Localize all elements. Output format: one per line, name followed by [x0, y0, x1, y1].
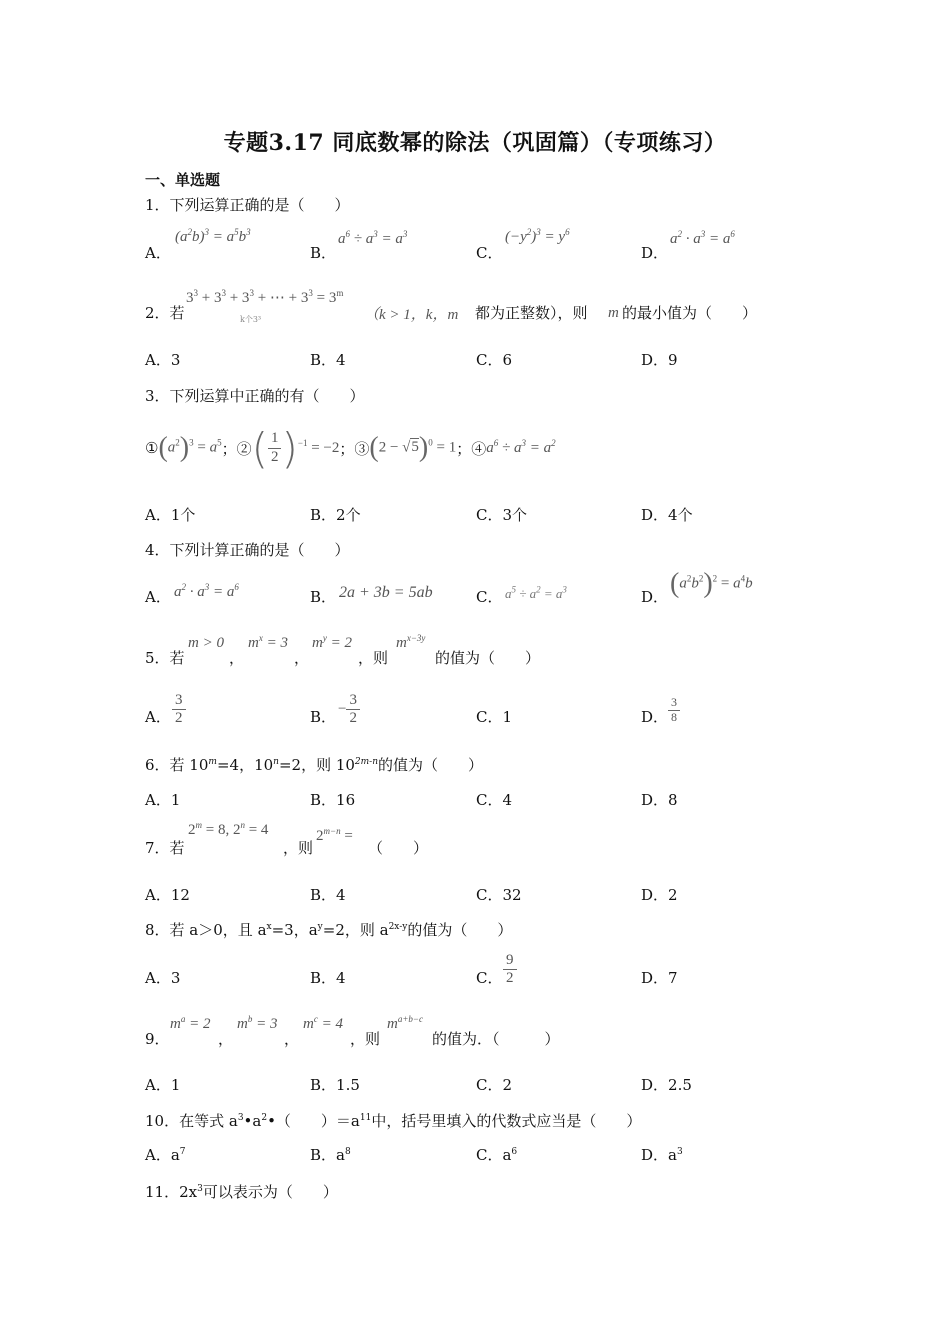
q4-option-b-math: 2a + 3b = 5ab [339, 584, 433, 601]
q5-cond-my: $m^y = 2$ [312, 633, 352, 651]
q4-option-c: C． [476, 588, 503, 606]
q5-option-d-math: $\frac{3}{8}$ [668, 696, 680, 725]
question-3-stem: 3．下列运算中正确的有（ ） [145, 387, 365, 405]
q6-option-c: C．4 [476, 791, 513, 809]
q9-sep-2: ， [284, 1030, 300, 1048]
q8-option-b: B．4 [310, 969, 346, 987]
q5-option-d: D． [641, 708, 669, 726]
q5-option-c: C．1 [476, 708, 513, 726]
q8-option-d: D．7 [641, 969, 678, 987]
q10-option-a: A．$a^7$ [145, 1146, 186, 1164]
q6-option-a: A．1 [145, 791, 181, 809]
q4-option-d: D． [641, 588, 669, 606]
q2-condition-math: $3^3 + 3^3 + 3^3$ + ⋯ + $3^3 = 3^m$ [186, 288, 344, 306]
q5-sep-1: ， [229, 649, 245, 667]
q9-tail: 的值为．（ ） [432, 1030, 560, 1048]
q1-option-a-math: $(a^2b)^3 = a^5b^3$ [175, 227, 251, 245]
q7-target: $2^{m-n}$ = [316, 826, 353, 844]
q1-option-b-math: $a^6 \div a^3 = a^3$ [338, 229, 408, 247]
q2-k-underbrace: k个3³ [240, 315, 262, 324]
q7-tail: （ ） [368, 839, 429, 857]
q9-option-c: C．2 [476, 1076, 513, 1094]
q1-option-b: B． [310, 244, 337, 262]
q3-option-b: B．2个 [310, 506, 361, 524]
q2-option-d: D．9 [641, 351, 678, 369]
q7-option-d: D．2 [641, 886, 678, 904]
q9-cond-c: $m^c = 4$ [303, 1014, 343, 1032]
q7-option-b: B．4 [310, 886, 346, 904]
q9-mid: ，则 [350, 1030, 381, 1048]
q2-m-var: m [608, 305, 619, 321]
q5-option-a-math: $\frac{3}{2}$ [172, 692, 186, 728]
q9-sep-1: ， [218, 1030, 234, 1048]
q1-option-d: D． [641, 244, 669, 262]
q5-sep-2: ， [294, 649, 310, 667]
section-heading: 一、单选题 [145, 171, 221, 189]
q5-option-a: A． [145, 708, 171, 726]
page-title: 专题3.17 同底数幂的除法（巩固篇）（专项练习） [223, 130, 727, 156]
q2-option-c: C．6 [476, 351, 513, 369]
q9-option-a: A．1 [145, 1076, 181, 1094]
q2-tail: 的最小值为（ ） [622, 304, 758, 322]
q1-option-a: A． [145, 244, 171, 262]
q2-suffix: 都为正整数），则 [475, 304, 588, 322]
question-4-stem: 4．下列计算正确的是（ ） [145, 541, 350, 559]
q1-option-c: C． [476, 244, 503, 262]
q9-target: $m^{a+b-c}$ [387, 1014, 423, 1032]
question-8-stem: 8．若 a＞0，且 $a^x=3$，$a^y=2$，则 $a^{2x-y}$的值为（ ） [145, 921, 513, 939]
q4-option-d-math: $(a^2b^2)^2 = a^4b$ [670, 568, 753, 599]
question-2-prefix: 2．若 [145, 304, 185, 322]
q2-k-range: （k > 1，k，m [364, 307, 459, 323]
q3-option-a: A．1个 [145, 506, 196, 524]
q9-option-d: D．2.5 [641, 1076, 692, 1094]
q4-option-a-math: $a^2 \cdot a^3 = a^6$ [174, 582, 239, 600]
q7-condition-math: $2^m = 8$, $2^n = 4$ [188, 820, 269, 838]
q8-option-c-math: $\frac{9}{2}$ [503, 952, 517, 988]
question-5-prefix: 5．若 [145, 649, 185, 667]
q10-option-d: D．$a^3$ [641, 1146, 683, 1164]
q8-option-c: C． [476, 969, 503, 987]
q7-option-c: C．32 [476, 886, 522, 904]
q5-cond-mx: $m^x = 3$ [248, 633, 288, 651]
q9-cond-a: $m^a = 2$ [170, 1014, 211, 1032]
q2-option-b: B．4 [310, 351, 346, 369]
question-9-prefix: 9． [145, 1030, 170, 1048]
q5-option-b: B． [310, 708, 337, 726]
question-6-stem: 6．若 $10^m=4$，$10^n=2$，则 $10^{2m-n}$的值为（ ） [145, 756, 484, 774]
question-11-stem: 11．$2x^3$可以表示为（ ） [145, 1183, 338, 1201]
q5-target: $m^{x-3y}$ [396, 633, 426, 651]
q1-option-d-math: $a^2 \cdot a^3 = a^6$ [670, 229, 735, 247]
q7-mid: ，则 [283, 839, 314, 857]
question-1-stem: 1．下列运算正确的是（ ） [145, 196, 350, 214]
q6-option-b: B．16 [310, 791, 356, 809]
q4-option-b: B． [310, 588, 337, 606]
q6-option-d: D．8 [641, 791, 678, 809]
q5-mid: ，则 [358, 649, 389, 667]
q3-option-d: D．4个 [641, 506, 693, 524]
q9-option-b: B．1.5 [310, 1076, 360, 1094]
q8-option-a: A．3 [145, 969, 181, 987]
q10-option-c: C．$a^6$ [476, 1146, 518, 1164]
question-10-stem: 10．在等式 $a^3•a^2•$（ ）$=a^{11}$中，括号里填入的代数式应当是（ ） [145, 1112, 642, 1130]
q1-option-c-math: $(-y^2)^3 = y^6$ [505, 227, 570, 245]
q5-option-b-math: − $\frac{3}{2}$ [338, 692, 360, 728]
q4-option-a: A． [145, 588, 171, 606]
q3-option-c: C．3个 [476, 506, 528, 524]
question-7-prefix: 7．若 [145, 839, 185, 857]
q7-option-a: A．12 [145, 886, 190, 904]
q10-option-b: B．$a^8$ [310, 1146, 351, 1164]
q2-option-a: A．3 [145, 351, 181, 369]
q4-option-c-math: $a^5 \div a^2 = a^3$ [505, 584, 567, 601]
q9-cond-b: $m^b = 3$ [237, 1014, 278, 1032]
q5-tail: 的值为（ ） [435, 649, 541, 667]
q5-cond-m: m > 0 [188, 635, 224, 651]
q3-statements: ① $(a^2)^3 = a^5$ ；② ( $\frac{1}{2}$ )$^{-1}$ = −2 ；③ $(2 - √5)^0 = 1$ ；④ $a^6 \div a^3 = a^2$ [145, 423, 556, 473]
